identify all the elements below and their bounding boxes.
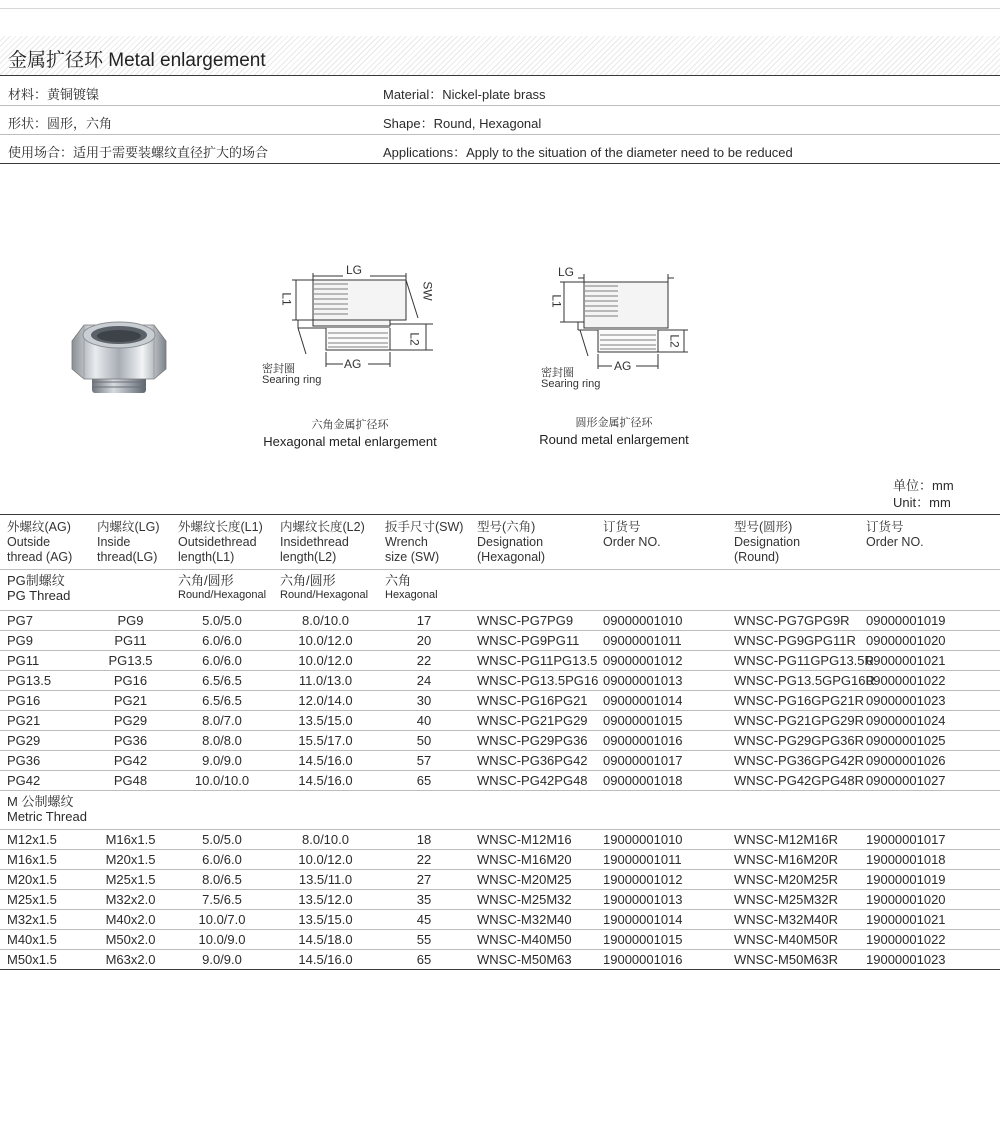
spec-table [0,514,1000,970]
table-cell: 09000001019 [859,611,1000,631]
table-cell: M25x1.5 [90,870,171,890]
group-label: 六角 [385,573,412,588]
table-cell: 9.0/9.0 [171,950,273,970]
table-cell: WNSC-PG9PG11 [470,631,596,651]
table-cell: WNSC-M40M50R [727,930,859,950]
table-cell: 14.5/16.0 [273,751,378,771]
table-cell: 10.0/12.0 [273,850,378,870]
table-cell: 09000001020 [859,631,1000,651]
table-cell: 8.0/8.0 [171,731,273,751]
column-header [171,515,273,570]
table-cell: PG36 [90,731,171,751]
table-cell: 19000001021 [859,910,1000,930]
table-group-row [0,791,1000,830]
table-cell: PG21 [90,691,171,711]
column-header [596,515,727,570]
table-cell: 09000001024 [859,711,1000,731]
table-row [0,930,1000,950]
table-row [0,671,1000,691]
table-cell: 5.0/5.0 [171,830,273,850]
table-cell: 65 [378,771,470,791]
table-cell: 8.0/6.5 [171,870,273,890]
round-lg-label: LG [558,265,575,279]
table-cell: WNSC-M16M20 [470,850,596,870]
table-cell: 6.0/6.0 [171,631,273,651]
table-cell: WNSC-M50M63R [727,950,859,970]
table-cell: WNSC-M20M25R [727,870,859,890]
column-header-text: 型号(六角) [477,520,536,534]
table-row [0,711,1000,731]
table-cell: M20x1.5 [90,850,171,870]
table-cell: 09000001015 [596,711,727,731]
table-cell: 19000001014 [596,910,727,930]
table-cell: PG42 [0,771,90,791]
table-cell: 09000001016 [596,731,727,751]
table-cell: 55 [378,930,470,950]
group-label: PG制螺纹 [7,573,65,588]
table-cell: 18 [378,830,470,850]
table-cell: 8.0/10.0 [273,611,378,631]
column-header-text: 订货号 [866,520,904,534]
table-cell: PG11 [90,631,171,651]
table-cell: WNSC-PG42PG48 [470,771,596,791]
column-header-text: Insidethread [280,535,349,549]
table-cell: 6.0/6.0 [171,850,273,870]
table-cell: 11.0/13.0 [273,671,378,691]
table-cell: 09000001023 [859,691,1000,711]
column-header [90,515,171,570]
table-cell: WNSC-PG11PG13.5 [470,651,596,671]
table-cell: 09000001022 [859,671,1000,691]
group-cell [0,791,171,830]
column-header-text: Designation [734,535,801,549]
table-cell: 09000001014 [596,691,727,711]
hexagonal-diagram [258,258,458,398]
table-row [0,611,1000,631]
table-cell: WNSC-M12M16R [727,830,859,850]
table-cell: M32x1.5 [0,910,90,930]
unit-en: Unit：mm [893,495,951,510]
table-row [0,691,1000,711]
table-row [0,890,1000,910]
table-cell: M50x1.5 [0,950,90,970]
column-header [0,515,90,570]
table-cell: 8.0/10.0 [273,830,378,850]
group-cell [378,570,470,611]
table-cell: WNSC-PG16PG21 [470,691,596,711]
table-row [0,830,1000,850]
column-header-text: thread(LG) [97,550,158,564]
hex-caption-en: Hexagonal metal enlargement [263,434,437,449]
spec-shape-en: Shape：Round, Hexagonal [383,116,542,131]
column-header-text: 订货号 [603,520,641,534]
table-cell: WNSC-PG42GPG48R [727,771,859,791]
table-cell: WNSC-M32M40 [470,910,596,930]
table-cell: 13.5/12.0 [273,890,378,910]
table-cell: 6.5/6.5 [171,691,273,711]
column-header-text: 外螺纹长度(L1) [178,520,263,534]
column-header-text: 型号(圆形) [734,520,793,534]
table-cell: 09000001018 [596,771,727,791]
table-cell: 50 [378,731,470,751]
table-cell: 19000001018 [859,850,1000,870]
table-cell: 45 [378,910,470,930]
table-cell: 13.5/15.0 [273,711,378,731]
column-header [727,515,859,570]
group-cell [171,570,273,611]
table-cell: WNSC-M16M20R [727,850,859,870]
group-cell [273,570,378,611]
column-header [273,515,378,570]
hex-seal-cn: 密封圈 [262,363,295,375]
table-cell: WNSC-PG9GPG11R [727,631,859,651]
table-cell: 09000001021 [859,651,1000,671]
round-l1-label: L1 [549,294,564,308]
table-row [0,771,1000,791]
column-header-text: size (SW) [385,550,440,564]
column-header-text: thread (AG) [7,550,73,564]
hex-ag-label: AG [344,357,362,371]
table-cell: 09000001013 [596,671,727,691]
column-header-text: Wrench [385,535,428,549]
page-title: 金属扩径环 Metal enlargement [8,50,266,71]
table-cell: 6.0/6.0 [171,651,273,671]
group-label: Metric Thread [7,809,87,824]
table-row [0,910,1000,930]
table-cell: WNSC-M20M25 [470,870,596,890]
table-cell: 10.0/12.0 [273,631,378,651]
table-cell: 19000001011 [596,850,727,870]
table-cell: 19000001017 [859,830,1000,850]
table-cell: PG21 [0,711,90,731]
table-cell: 35 [378,890,470,910]
table-cell: PG48 [90,771,171,791]
hex-lg-label: LG [346,263,363,277]
table-cell: WNSC-M25M32 [470,890,596,910]
table-cell: 19000001010 [596,830,727,850]
column-header [470,515,596,570]
hex-seal-en: Searing ring [262,374,322,386]
round-ag-label: AG [614,359,632,373]
table-cell: 09000001025 [859,731,1000,751]
spec-row-shape [0,106,1000,135]
table-cell: WNSC-PG21PG29 [470,711,596,731]
table-cell: 09000001017 [596,751,727,771]
spec-applications-en: Applications：Apply to the situation of the diameter need to be reduced [383,145,793,160]
column-header-text: 外螺纹(AG) [7,520,71,534]
table-cell: PG13.5 [0,671,90,691]
table-cell: 19000001013 [596,890,727,910]
table-cell: M12x1.5 [0,830,90,850]
table-cell: 8.0/7.0 [171,711,273,731]
table-cell: WNSC-M50M63 [470,950,596,970]
table-cell: 7.5/6.5 [171,890,273,910]
group-label: 六角/圆形 [178,573,234,588]
column-header-text: Outside [7,535,51,549]
column-header-text: length(L2) [280,550,337,564]
table-cell: 20 [378,631,470,651]
table-cell: 19000001012 [596,870,727,890]
table-cell: 09000001027 [859,771,1000,791]
table-row [0,631,1000,651]
column-header [378,515,470,570]
unit-label [893,477,954,511]
round-seal-cn: 密封圈 [541,367,574,379]
column-header-text: Inside [97,535,131,549]
table-row [0,950,1000,970]
round-caption [522,414,706,447]
table-cell: 57 [378,751,470,771]
table-row [0,850,1000,870]
table-cell: 10.0/7.0 [171,910,273,930]
table-cell: 10.0/9.0 [171,930,273,950]
table-cell: PG9 [90,611,171,631]
hex-l2-label: L2 [407,332,422,346]
table-cell: WNSC-PG13.5GPG16R [727,671,859,691]
table-cell: 14.5/18.0 [273,930,378,950]
group-cell [470,570,1000,611]
column-header [859,515,1000,570]
table-group-row [0,570,1000,611]
table-cell: 6.5/6.5 [171,671,273,691]
hex-l1-label: L1 [279,292,294,306]
table-cell: 09000001010 [596,611,727,631]
table-cell: PG42 [90,751,171,771]
top-rule [0,8,1000,9]
table-cell: 24 [378,671,470,691]
table-cell: 65 [378,950,470,970]
table-cell: M16x1.5 [0,850,90,870]
hex-caption [248,416,452,449]
unit-cn: 单位：mm [893,478,954,493]
column-header-text: (Round) [734,550,780,564]
table-row [0,651,1000,671]
table-cell: 19000001019 [859,870,1000,890]
group-cell [171,791,1000,830]
table-cell: 10.0/10.0 [171,771,273,791]
table-cell: WNSC-PG7PG9 [470,611,596,631]
table-cell: PG13.5 [90,651,171,671]
table-cell: 5.0/5.0 [171,611,273,631]
round-l2-label: L2 [667,334,682,348]
table-cell: 12.0/14.0 [273,691,378,711]
table-cell: 14.5/16.0 [273,950,378,970]
table-cell: WNSC-M12M16 [470,830,596,850]
column-header-text: 内螺纹(LG) [97,520,160,534]
table-cell: M50x2.0 [90,930,171,950]
table-cell: 19000001020 [859,890,1000,910]
table-cell: 17 [378,611,470,631]
table-cell: 09000001026 [859,751,1000,771]
table-cell: WNSC-M25M32R [727,890,859,910]
round-diagram [538,260,708,400]
table-cell: M32x2.0 [90,890,171,910]
column-header-text: Order NO. [866,535,924,549]
table-cell: M20x1.5 [0,870,90,890]
table-cell: PG7 [0,611,90,631]
table-cell: 10.0/12.0 [273,651,378,671]
spec-applications-cn: 使用场合：适用于需要装螺纹直径扩大的场合 [8,145,269,160]
table-cell: 9.0/9.0 [171,751,273,771]
group-label: Hexagonal [385,589,438,601]
table-row [0,870,1000,890]
table-cell: 19000001015 [596,930,727,950]
column-header-text: 扳手尺寸(SW) [385,520,464,534]
column-header-text: Designation [477,535,544,549]
table-cell: M16x1.5 [90,830,171,850]
product-photo [68,313,170,399]
column-header-text: Order NO. [603,535,661,549]
table-row [0,751,1000,771]
table-row [0,731,1000,751]
table-cell: 27 [378,870,470,890]
table-header-row [0,515,1000,570]
table-cell: WNSC-M32M40R [727,910,859,930]
table-cell: 09000001012 [596,651,727,671]
column-header-text: 内螺纹长度(L2) [280,520,365,534]
table-cell: WNSC-PG21GPG29R [727,711,859,731]
table-cell: 13.5/11.0 [273,870,378,890]
group-label: 六角/圆形 [280,573,336,588]
table-cell: 22 [378,651,470,671]
table-cell: 13.5/15.0 [273,910,378,930]
group-label: Round/Hexagonal [178,589,267,601]
table-cell: WNSC-PG7GPG9R [727,611,859,631]
table-cell: PG29 [90,711,171,731]
hex-sw-label: SW [420,281,435,301]
table-cell: PG29 [0,731,90,751]
table-cell: 22 [378,850,470,870]
table-cell: PG16 [90,671,171,691]
column-header-text: length(L1) [178,550,235,564]
hex-caption-cn: 六角金属扩径环 [311,419,389,431]
table-cell: WNSC-PG36PG42 [470,751,596,771]
column-header-text: Outsidethread [178,535,257,549]
table-cell: 09000001011 [596,631,727,651]
table-cell: M40x2.0 [90,910,171,930]
column-header-text: (Hexagonal) [477,550,546,564]
spec-row-applications [0,135,1000,164]
spec-material-en: Material：Nickel-plate brass [383,87,546,102]
table-cell: WNSC-PG29GPG36R [727,731,859,751]
spec-shape-cn: 形状：圆形，六角 [8,116,113,131]
round-seal-en: Searing ring [541,378,601,390]
round-caption-en: Round metal enlargement [539,432,689,447]
round-caption-cn: 圆形金属扩径环 [575,417,653,429]
table-cell: 40 [378,711,470,731]
table-cell: WNSC-M40M50 [470,930,596,950]
title-band [0,36,1000,76]
table-cell: 19000001022 [859,930,1000,950]
group-label: PG Thread [7,588,71,603]
table-cell: PG36 [0,751,90,771]
table-cell: 15.5/17.0 [273,731,378,751]
table-cell: 30 [378,691,470,711]
group-cell [0,570,171,611]
table-cell: PG11 [0,651,90,671]
spec-material-cn: 材料：黄铜镀镍 [8,87,100,102]
table-cell: 19000001016 [596,950,727,970]
table-cell: M63x2.0 [90,950,171,970]
table-cell: WNSC-PG36GPG42R [727,751,859,771]
group-label: M 公制螺纹 [7,794,74,809]
group-label: Round/Hexagonal [280,589,369,601]
table-cell: WNSC-PG13.5PG16 [470,671,596,691]
table-cell: WNSC-PG11GPG13.5R [727,651,859,671]
table-cell: WNSC-PG16GPG21R [727,691,859,711]
table-cell: M25x1.5 [0,890,90,910]
table-cell: M40x1.5 [0,930,90,950]
table-cell: 19000001023 [859,950,1000,970]
table-cell: PG16 [0,691,90,711]
table-cell: PG9 [0,631,90,651]
table-cell: WNSC-PG29PG36 [470,731,596,751]
table-cell: 14.5/16.0 [273,771,378,791]
spec-row-material [0,77,1000,106]
